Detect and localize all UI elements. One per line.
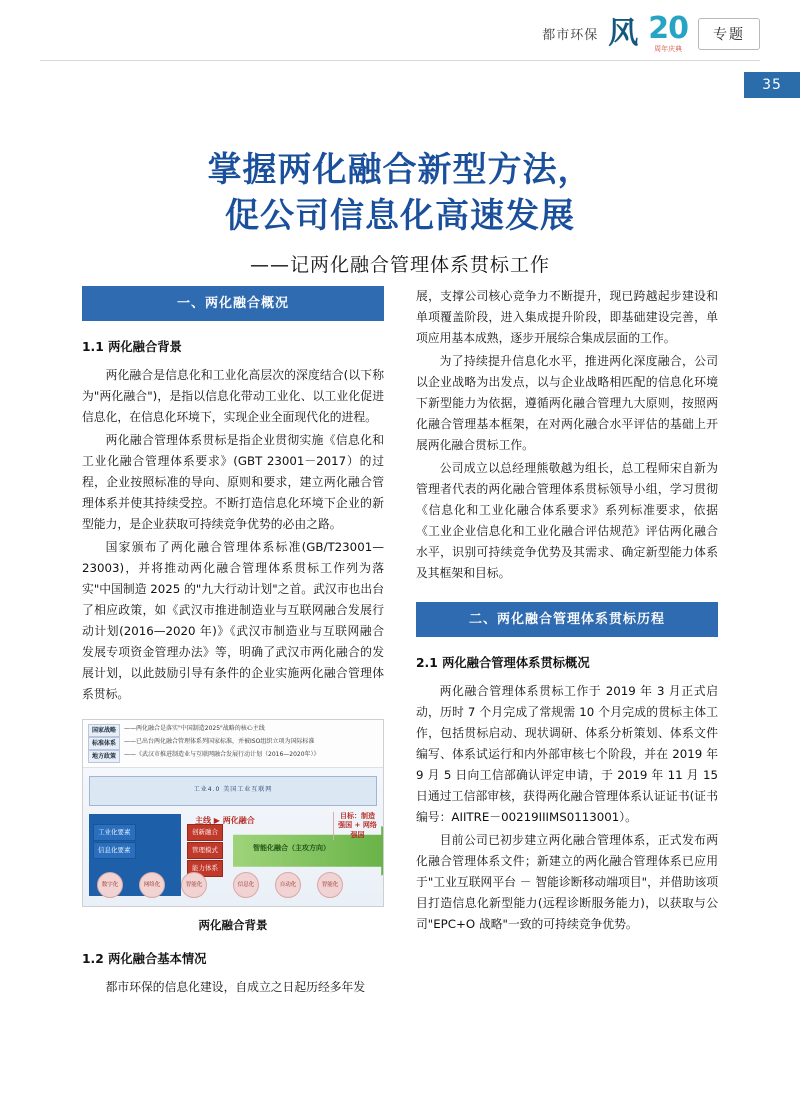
brand-logo: 风 (608, 15, 639, 51)
column-tag: 专题 (698, 18, 760, 50)
figure-pill: 能力体系 (187, 860, 223, 878)
page-number: 35 (744, 72, 800, 98)
figure-circle: 自动化 (275, 872, 301, 898)
title-block (40, 148, 760, 277)
subsection-heading-2-1: 2.1 两化融合管理体系贯标概况 (416, 655, 590, 670)
subsection-heading-1-2: 1.2 两化融合基本情况 (82, 952, 207, 967)
figure-pill: 工业化要素 (93, 824, 136, 842)
figure-circle: 信息化 (233, 872, 259, 898)
figure-policy-table (83, 720, 383, 768)
figure-circle: 智能化 (317, 872, 343, 898)
header-branding (542, 11, 760, 53)
page-title-line-1: 掌握两化融合新型方法， (207, 150, 593, 190)
figure-circle: 智能化 (181, 872, 207, 898)
figure-table-row (88, 737, 378, 750)
paragraph: 国家颁布了两化融合管理体系标准(GB/T23001—23003)，并将推动两化融合管理体系贯标工作列为落实"中国制造 2025 的"九大行动计划"之首。武汉市也出台了相应政策，如《武汉市推进制造业与互联网融合发展行动计划(2016—2020 年)》《武汉市制造业与互联网融合发展专项资金管理办法》等，明确了武汉市两化融合的发展计划，以此鼓励引导有条件的企业实施两化融合管理体系贯标。 (82, 539, 384, 701)
paragraph: 公司成立以总经理熊敬越为组长，总工程师宋自新为管理者代表的两化融合管理体系贯标领导小组，学习贯彻《信息化和工业化融合体系要求》系列标准要求，依据《工业企业信息化和工业化融合评估规范》评估两化融合水平，识别可持续竞争优势及其需求、确定新型能力体系及其框架和目标。 (416, 460, 718, 580)
paragraph: 展，支撑公司核心竞争力不断提升，现已跨越起步建设和单项覆盖阶段，进入集成提升阶段，即基础建设完善，单项应用基本成熟，逐步开展综合集成层面的工作。 (416, 289, 718, 345)
brand-name-label: 都市环保 (542, 28, 599, 43)
paragraph: 两化融合是信息化和工业化高层次的深度结合(以下称为"两化融合")，是指以信息化带动工业化、以工业化促进信息化，在信息化环境下，实现企业全面现代化的进程。 (82, 368, 384, 424)
figure-pill: 创新融合 (187, 824, 223, 842)
paragraph: 都市环保的信息化建设，自成立之日起历经多年发 (105, 980, 366, 995)
figure-two-integration-background (82, 719, 384, 907)
figure-green-label: 智能化融合（主攻方向） (253, 843, 330, 852)
figure-row-key: 国家战略 (88, 724, 120, 737)
figure-main-line-label: 主线 ▶ 两化融合 (195, 815, 255, 825)
paragraph: 为了持续提升信息化水平，推进两化深度融合，公司以企业战略为出发点，以与企业战略相匹配的信息化环境下新型能力为依据，遵循两化融合管理九大原则，按照两化融合管理基本框架，在对两化融合水平评估的基础上开展两化融合贯标工作。 (416, 353, 718, 452)
anniversary-badge (648, 11, 688, 53)
page-subtitle: ——记两化融合管理体系贯标工作 (249, 253, 550, 276)
figure-row-value: ——《武汉市推进制造业与互联网融合发展行动计划（2016—2020年）》 (124, 750, 320, 758)
paragraph: 两化融合管理体系贯标工作于 2019 年 3 月正式启动，历时 7 个月完成了常规需 10 个月完成的贯标主体工作，包括贯标启动、现状调研、体系分析策划、体系文件编写、体系试运行和内外部审核七个阶段，并在 2019 年 9 月 5 日向工信部确认评定申请，于 2019 年 11 月 15 日通过工信部审核，获得两化融合管理体系认证证书(证书编号：AIITRE－00219IIIMS0113001）。 (416, 683, 718, 824)
page-header (0, 0, 800, 108)
figure-row-value: ——两化融合是落实"中国制造2025"战略的核心主线 (124, 724, 265, 732)
figure-row-key: 地方政策 (88, 750, 120, 763)
figure-band-label: 工业4.0 美国工业互联网 (89, 776, 377, 806)
figure-caption: 两化融合背景 (198, 917, 268, 932)
figure-table-row (88, 724, 378, 737)
anniversary-number: 20 (648, 11, 688, 46)
left-column (82, 286, 384, 1052)
section-heading-1: 一、两化融合概况 (82, 286, 384, 321)
article-body (82, 286, 718, 1052)
figure-goal-label: 目标：制造强国 + 网络强国 (333, 812, 377, 840)
header-divider (40, 60, 760, 61)
figure-table-row (88, 750, 378, 763)
section-heading-2: 二、两化融合管理体系贯标历程 (416, 602, 718, 637)
figure-row-value: ——已出台两化融合管理体系列国家标准，并被ISO组织立项为国际标准 (124, 737, 315, 745)
subsection-heading-1-1: 1.1 两化融合背景 (82, 340, 182, 355)
figure-circle: 数字化 (97, 872, 123, 898)
figure-row-key: 标准体系 (88, 737, 120, 750)
page-title-line-2: 促公司信息化高速发展 (225, 195, 575, 236)
anniversary-caption: 周年庆典 (654, 45, 683, 53)
paragraph: 两化融合管理体系贯标是指企业贯彻实施《信息化和工业化融合管理体系要求》(GBT 23001－2017）的过程，企业按照标准的导向、原则和要求，建立两化融合管理体系并使其持续受控。不断打造信息化环境下企业的新型能力，是企业获取可持续竞争优势的必由之路。 (82, 432, 384, 531)
page-title (40, 148, 760, 240)
figure-circle: 网络化 (139, 872, 165, 898)
right-column (416, 286, 718, 1052)
figure-pill: 信息化要素 (93, 842, 136, 860)
figure-diagram (83, 768, 383, 906)
figure-pill: 管理模式 (187, 842, 223, 860)
paragraph: 目前公司已初步建立两化融合管理体系，正式发布两化融合管理体系文件；新建立的两化融合管理体系已应用于"工业互联网平台 － 智能诊断移动端项目"，并借助该项目打造信息化新型能力(远程诊断服务能力)，以获取与公司"EPC+O 战略"一致的可持续竞争优势。 (416, 832, 718, 931)
